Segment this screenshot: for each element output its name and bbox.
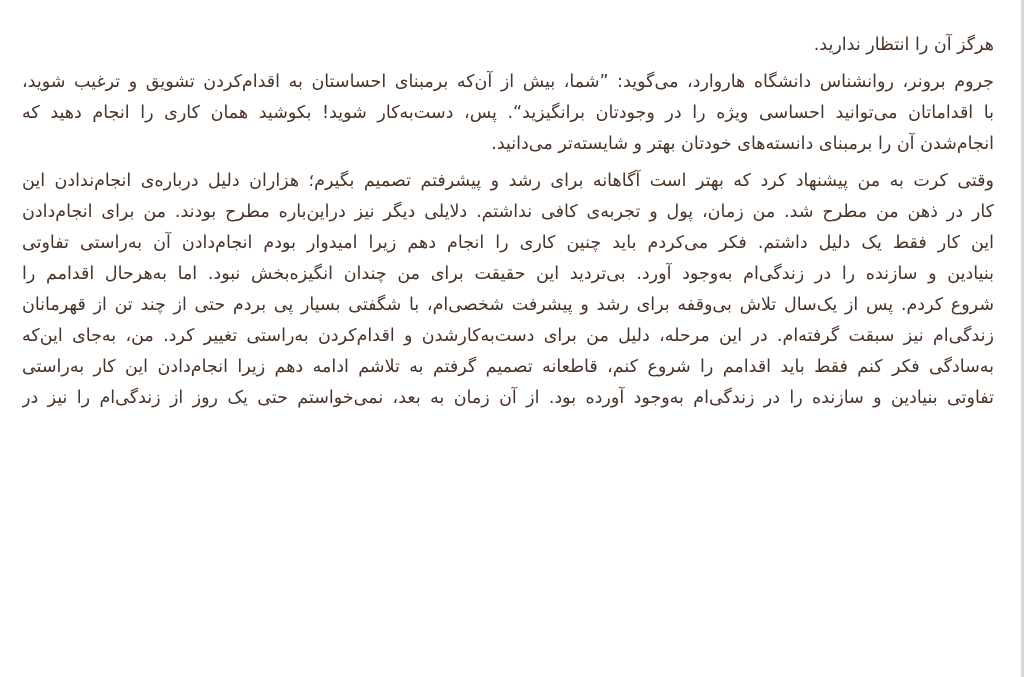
body-text [22,30,994,420]
text-line: جروم برونر، روانشناس دانشگاه هاروارد، می‌گوید: ”شما، بیش از آن‌که برمبنای احساستان به اقدام‌کردن تشویق و ترغیب شوید، [22,72,994,92]
text-line: شروع کردم. پس از یک‌سال تلاش بی‌وقفه برای رشد و پیشرفت شخصی‌ام، با شگفتی بسیار پی بردم حتی از چند تن از قهرمانان [22,295,994,315]
text-line: تفاوتی بنیادین و سازنده را در زندگی‌ام به‌وجود آورده بود. از آن زمان به بعد، نمی‌خواستم حتی یک روز از زندگی‌ام را نیز در [22,388,994,408]
text-line: انجام‌شدن آن را برمبنای دانسته‌های خودتان بهتر و شایسته‌تر می‌دانید. [491,134,994,154]
text-line: کار در ذهن من مطرح شد. من زمان، پول و تجربه‌ی کافی نداشتم. دلایلی دیگر نیز دراین‌باره مطرح بودند. من برای انجام‌دادن [22,202,994,222]
paragraph-1 [22,30,994,61]
text-line: این کار فقط یک دلیل داشتم. فکر می‌کردم باید چنین کاری را انجام دهم زیرا امیدوار بودم انجام‌دادن آن به‌راستی تفاوتی [22,233,994,253]
text-line: زندگی‌ام نیز سبقت گرفته‌ام. در این مرحله، دلیل من برای دست‌به‌کارشدن و اقدام‌کردن به‌راستی تغییر کرد. من، به‌جای این‌که [22,326,994,346]
text-line: هرگز آن را انتظار ندارید. [813,35,994,55]
paragraph-2 [22,67,994,160]
text-line: بنیادین و سازنده را در زندگی‌ام به‌وجود آورد. بی‌تردید این حقیقت برای من چندان انگیزه‌بخش نبود. اما به‌هرحال اقدامم را [22,264,994,284]
text-line: با اقداماتان می‌توانید احساسی ویژه را در وجودتان برانگیزید“. پس، دست‌به‌کار شوید! بکوشید همان کاری را انجام دهید که [22,103,994,123]
text-line: وقتی کرت به من پیشنهاد کرد که بهتر است آگاهانه برای رشد و پیشرفتم تصمیم بگیرم؛ هزاران دلیل درباره‌ی انجام‌ندادن این [22,171,994,191]
text-line: به‌سادگی فکر کنم فقط باید اقدامم را شروع کنم، قاطعانه تصمیم گرفتم به تلاشم ادامه دهم زیرا انجام‌دادن این کار به‌راستی [22,357,994,377]
paragraph-3 [22,166,994,414]
